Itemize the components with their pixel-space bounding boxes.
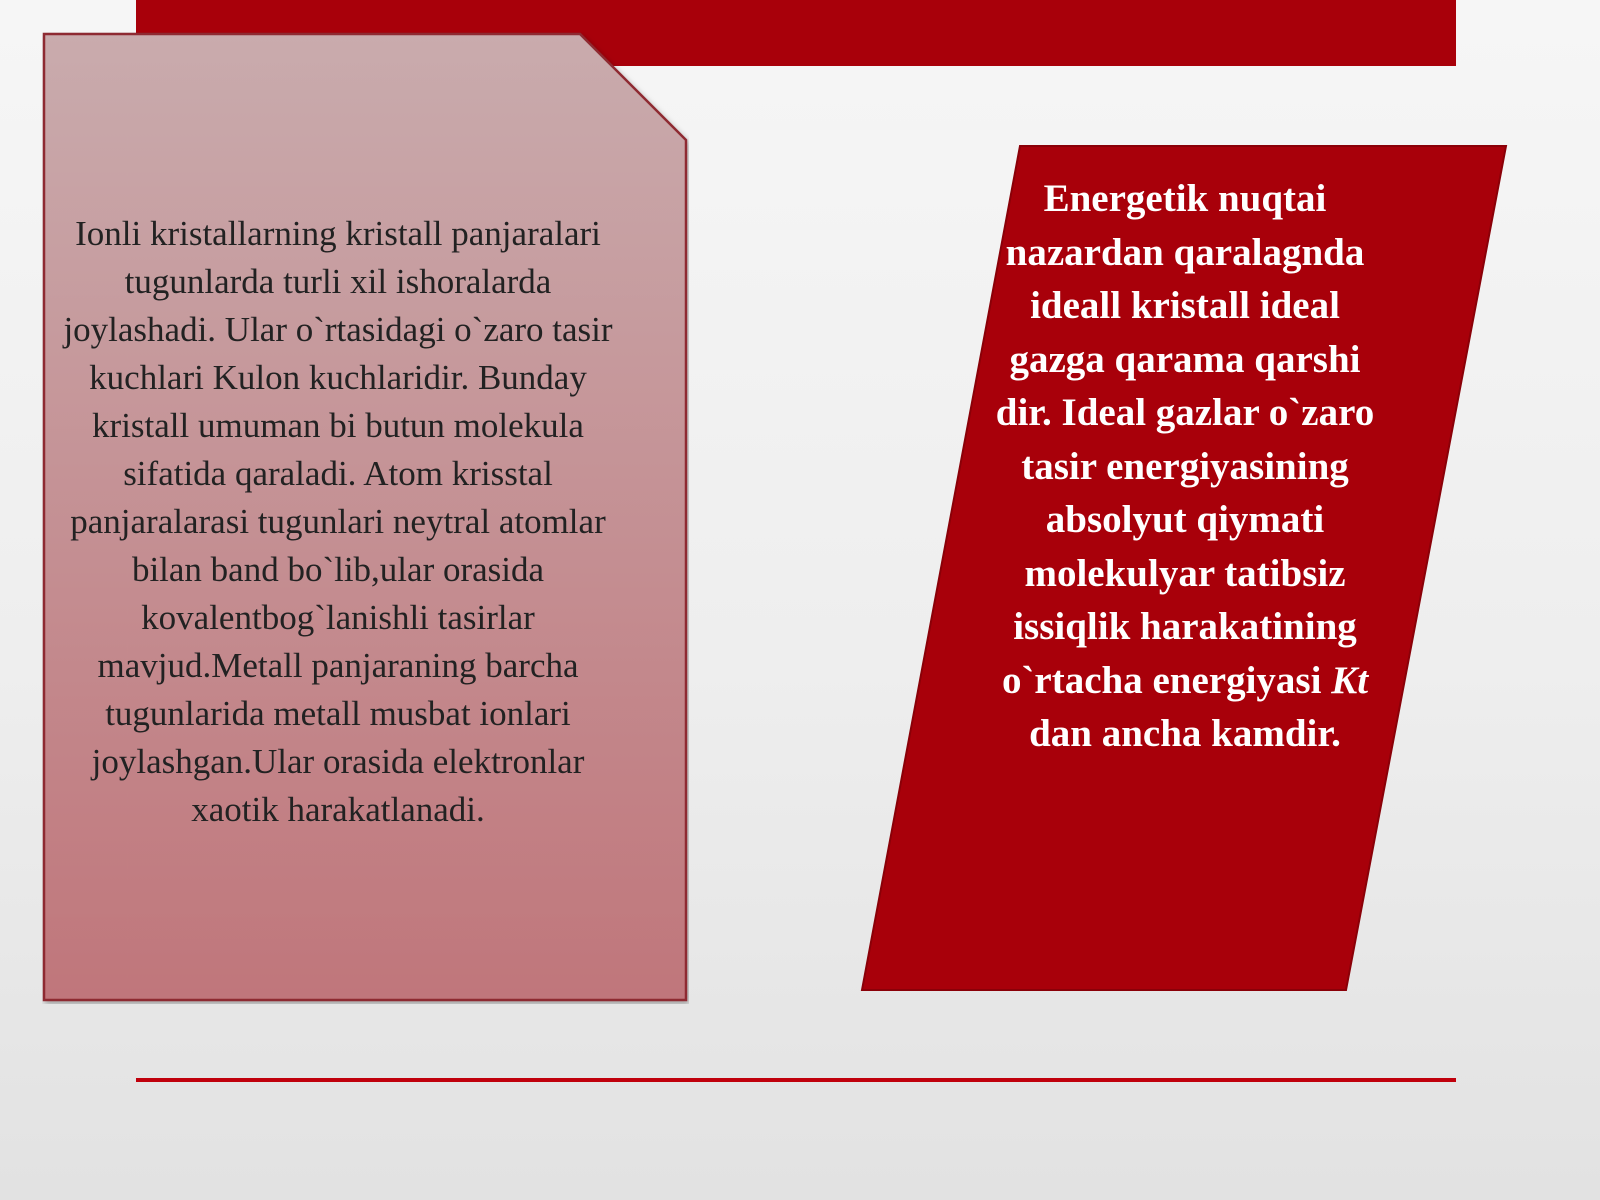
right-text-kt: Kt: [1331, 658, 1369, 702]
left-box-text: Ionli kristallarning kristall panjaralari tugunlarda turli xil ishoralarda joylashadi. Ular o`rtasidagi o`zaro tasir kuchlari Kulon kuchlaridir. Bunday kristall umuman bi butun molekula sifatida qaraladi. Atom krisstal panjaralarasi tugunlari neytral atomlar bilan band bo`lib,ular orasida kovalentbog`lanishli tasirlar mavjud.Metall panjaraning barcha tugunlarida metall musbat ionlari joylashgan.Ular orasida elektronlar xaotik harakatlanadi.: [63, 214, 613, 829]
right-text-end: dan ancha kamdir.: [1029, 712, 1341, 755]
right-text-main: Energetik nuqtai nazardan qaralagnda ideall kristall ideal gazga qarama qarshi dir. Ideal gazlar o`zaro tasir energiyasining absolyut qiymati molekulyar tatibsiz issiqlik harakatining o`rtacha energiyasi: [995, 177, 1375, 702]
bottom-accent-line: [136, 1078, 1456, 1082]
right-box-text: [980, 172, 1390, 761]
